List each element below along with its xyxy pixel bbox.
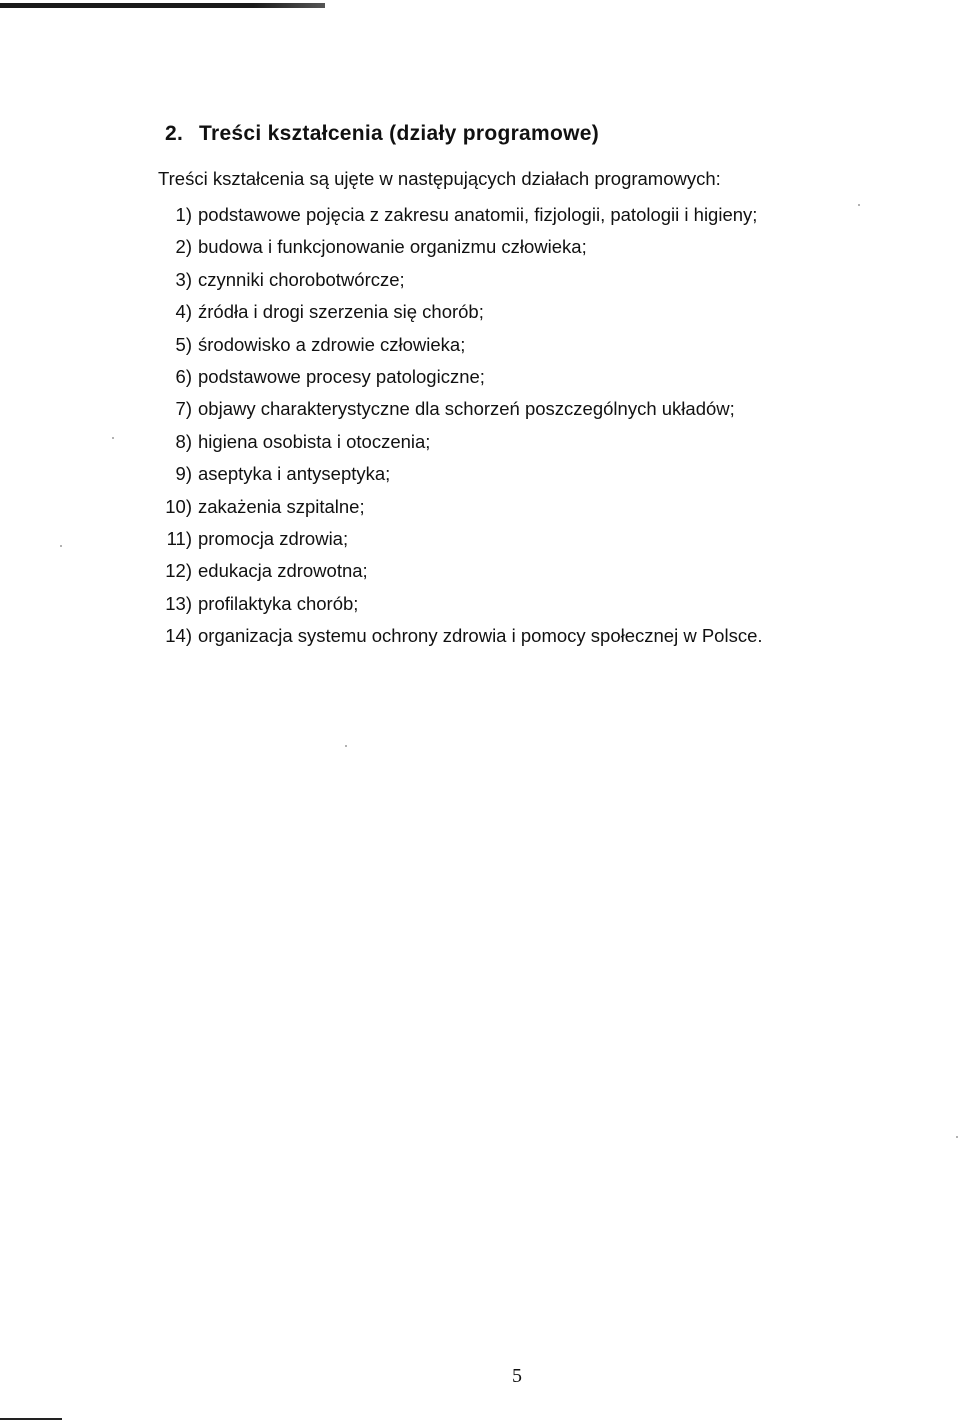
list-item [150, 331, 763, 363]
list-item-number: 10) [165, 495, 192, 517]
scan-speck [60, 545, 62, 547]
scan-edge-line-top [0, 3, 325, 8]
list-item-number: 13) [165, 592, 192, 614]
list-item-text: promocja zdrowia; [198, 527, 349, 549]
list-item [150, 363, 763, 395]
list-item [150, 233, 763, 265]
list-item [150, 525, 763, 557]
list-item-number: 7) [175, 398, 192, 420]
scan-speck [345, 745, 347, 747]
section-heading [165, 122, 599, 146]
list-item-number: 8) [175, 430, 192, 452]
list-item [150, 557, 763, 589]
scan-speck [956, 1136, 958, 1138]
list-item-number: 5) [175, 333, 192, 355]
list-item-text: zakażenia szpitalne; [198, 495, 365, 517]
list-item-text: źródła i drogi szerzenia się chorób; [198, 301, 484, 323]
page-number: 5 [512, 1365, 522, 1387]
list-item-text: organizacja systemu ochrony zdrowia i pomocy społecznej w Polsce. [198, 625, 763, 647]
list-item-number: 3) [175, 268, 192, 290]
list-item [150, 428, 763, 460]
list-item-text: aseptyka i antyseptyka; [198, 463, 391, 485]
list-item-text: podstawowe pojęcia z zakresu anatomii, fizjologii, patologii i higieny; [198, 204, 758, 225]
list-item [150, 622, 763, 654]
list-item-number: 1) [175, 204, 192, 225]
list-item-number: 9) [175, 463, 192, 485]
list-item-text: budowa i funkcjonowanie organizmu człowieka; [198, 236, 587, 258]
list-item [150, 298, 763, 330]
list-item [150, 266, 763, 298]
list-item [150, 590, 763, 622]
list-item-text: profilaktyka chorób; [198, 592, 359, 614]
list-item-text: środowisko a zdrowie człowieka; [198, 333, 466, 355]
list-item-number: 4) [175, 301, 192, 323]
section-title: Treści kształcenia (działy programowe) [199, 122, 600, 145]
list-item-text: higiena osobista i otoczenia; [198, 430, 431, 452]
list-item-number: 2) [175, 236, 192, 258]
list-item-text: edukacja zdrowotna; [198, 560, 368, 582]
program-sections-list [150, 201, 763, 654]
scan-speck [858, 204, 860, 206]
intro-sentence: Treści kształcenia są ujęte w następujących działach programowych: [158, 168, 721, 189]
list-item-text: objawy charakterystyczne dla schorzeń poszczególnych układów; [198, 398, 735, 420]
list-item [150, 493, 763, 525]
list-item [150, 460, 763, 492]
list-item-number: 14) [165, 625, 192, 647]
list-item-text: czynniki chorobotwórcze; [198, 268, 405, 290]
list-item-number: 11) [166, 527, 192, 549]
list-item [150, 201, 763, 233]
list-item-number: 12) [165, 560, 192, 582]
section-number: 2. [165, 122, 184, 145]
list-item [150, 395, 763, 427]
list-item-number: 6) [175, 365, 192, 387]
scan-edge-line-bottom [0, 1418, 62, 1420]
scan-speck [112, 437, 114, 439]
list-item-text: podstawowe procesy patologiczne; [198, 365, 485, 387]
